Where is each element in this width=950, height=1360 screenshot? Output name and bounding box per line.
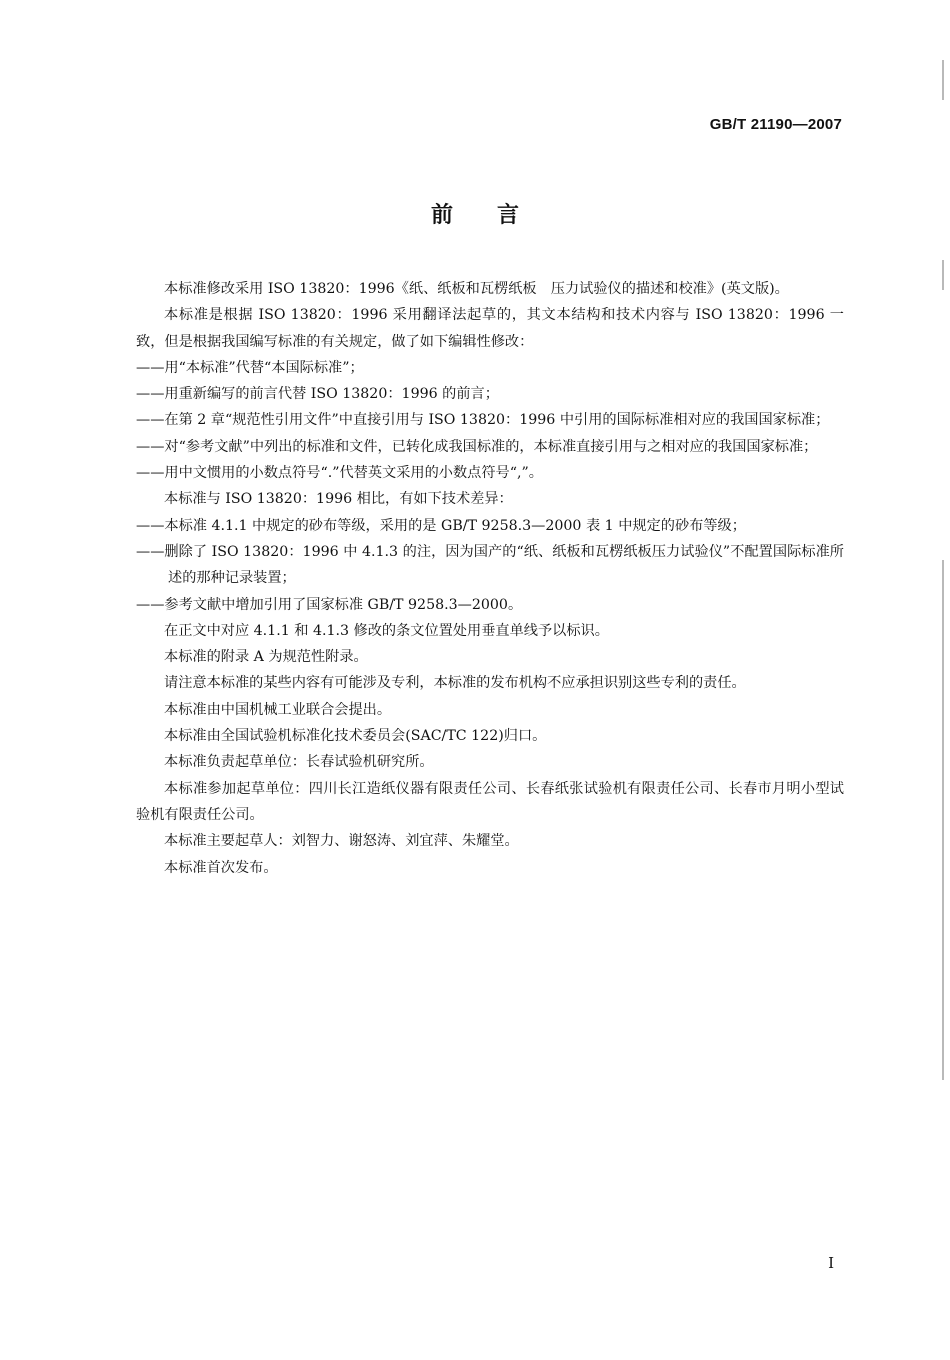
foreword-body bbox=[136, 276, 844, 881]
list-item-technical-3: ——参考文献中增加引用了国家标准 GB/T 9258.3—2000。 bbox=[136, 596, 523, 613]
standard-code: GB/T 21190—2007 bbox=[709, 116, 842, 133]
paragraph-main-drafters: 本标准主要起草人：刘智力、谢怒涛、刘宜萍、朱耀堂。 bbox=[164, 833, 519, 850]
paragraph-adoption: 本标准修改采用 ISO 13820：1996《纸、纸板和瓦楞纸板 压力试验仪的描述和校准》(英文版)。 bbox=[164, 281, 789, 297]
scan-edge-mark-middle bbox=[942, 260, 944, 290]
paragraph-technical-differences-intro: 本标准与 ISO 13820：1996 相比，有如下技术差异： bbox=[164, 491, 513, 508]
list-item-technical-2: ——删除了 ISO 13820：1996 中 4.1.3 的注，因为国产的“纸、纸板和瓦楞纸板压力试验仪”不配置国际标准所述的那种记录装置； bbox=[136, 543, 844, 587]
list-item-editorial-3: ——在第 2 章“规范性引用文件”中直接引用与 ISO 13820：1996 中引用的国际标准相对应的我国国家标准； bbox=[136, 412, 830, 429]
page-title: 前言 bbox=[430, 203, 563, 228]
paragraph-patent-notice: 请注意本标准的某些内容有可能涉及专利，本标准的发布机构不应承担识别这些专利的责任。 bbox=[164, 675, 746, 692]
list-item-editorial-5: ——用中文惯用的小数点符号“.”代替英文采用的小数点符号“,”。 bbox=[136, 465, 543, 482]
paragraph-proposer: 本标准由中国机械工业联合会提出。 bbox=[164, 701, 392, 718]
list-item-editorial-1: ——用“本标准”代替“本国际标准”； bbox=[136, 359, 364, 376]
paragraph-lead-drafter: 本标准负责起草单位：长春试验机研究所。 bbox=[164, 754, 434, 771]
list-item-technical-1: ——本标准 4.1.1 中规定的砂布等级，采用的是 GB/T 9258.3—2000 表 1 中规定的砂布等级； bbox=[136, 517, 746, 534]
list-item-editorial-4: ——对“参考文献”中列出的标准和文件，已转化成我国标准的，本标准直接引用与之相对应的我国国家标准； bbox=[136, 438, 818, 455]
paragraph-annex: 本标准的附录 A 为规范性附录。 bbox=[164, 649, 368, 666]
paragraph-marking: 在正文中对应 4.1.1 和 4.1.3 修改的条文位置处用垂直单线予以标识。 bbox=[164, 622, 609, 639]
paragraph-first-issue: 本标准首次发布。 bbox=[164, 859, 278, 876]
paragraph-editorial-changes-intro: 本标准是根据 ISO 13820：1996 采用翻译法起草的，其文本结构和技术内容与 ISO 13820：1996 一致，但是根据我国编写标准的有关规定，做了如下编辑性修改： bbox=[136, 307, 844, 350]
list-item-editorial-2: ——用重新编写的前言代替 ISO 13820：1996 的前言； bbox=[136, 386, 499, 403]
scan-edge-mark-top bbox=[942, 60, 944, 100]
scan-edge-mark-bottom bbox=[942, 560, 944, 1080]
paragraph-committee: 本标准由全国试验机标准化技术委员会(SAC/TC 122)归口。 bbox=[164, 728, 547, 745]
page-number: I bbox=[828, 1254, 834, 1272]
paragraph-participating-drafters: 本标准参加起草单位：四川长江造纸仪器有限责任公司、长春纸张试验机有限责任公司、长春市月明小型试验机有限责任公司。 bbox=[136, 780, 844, 823]
